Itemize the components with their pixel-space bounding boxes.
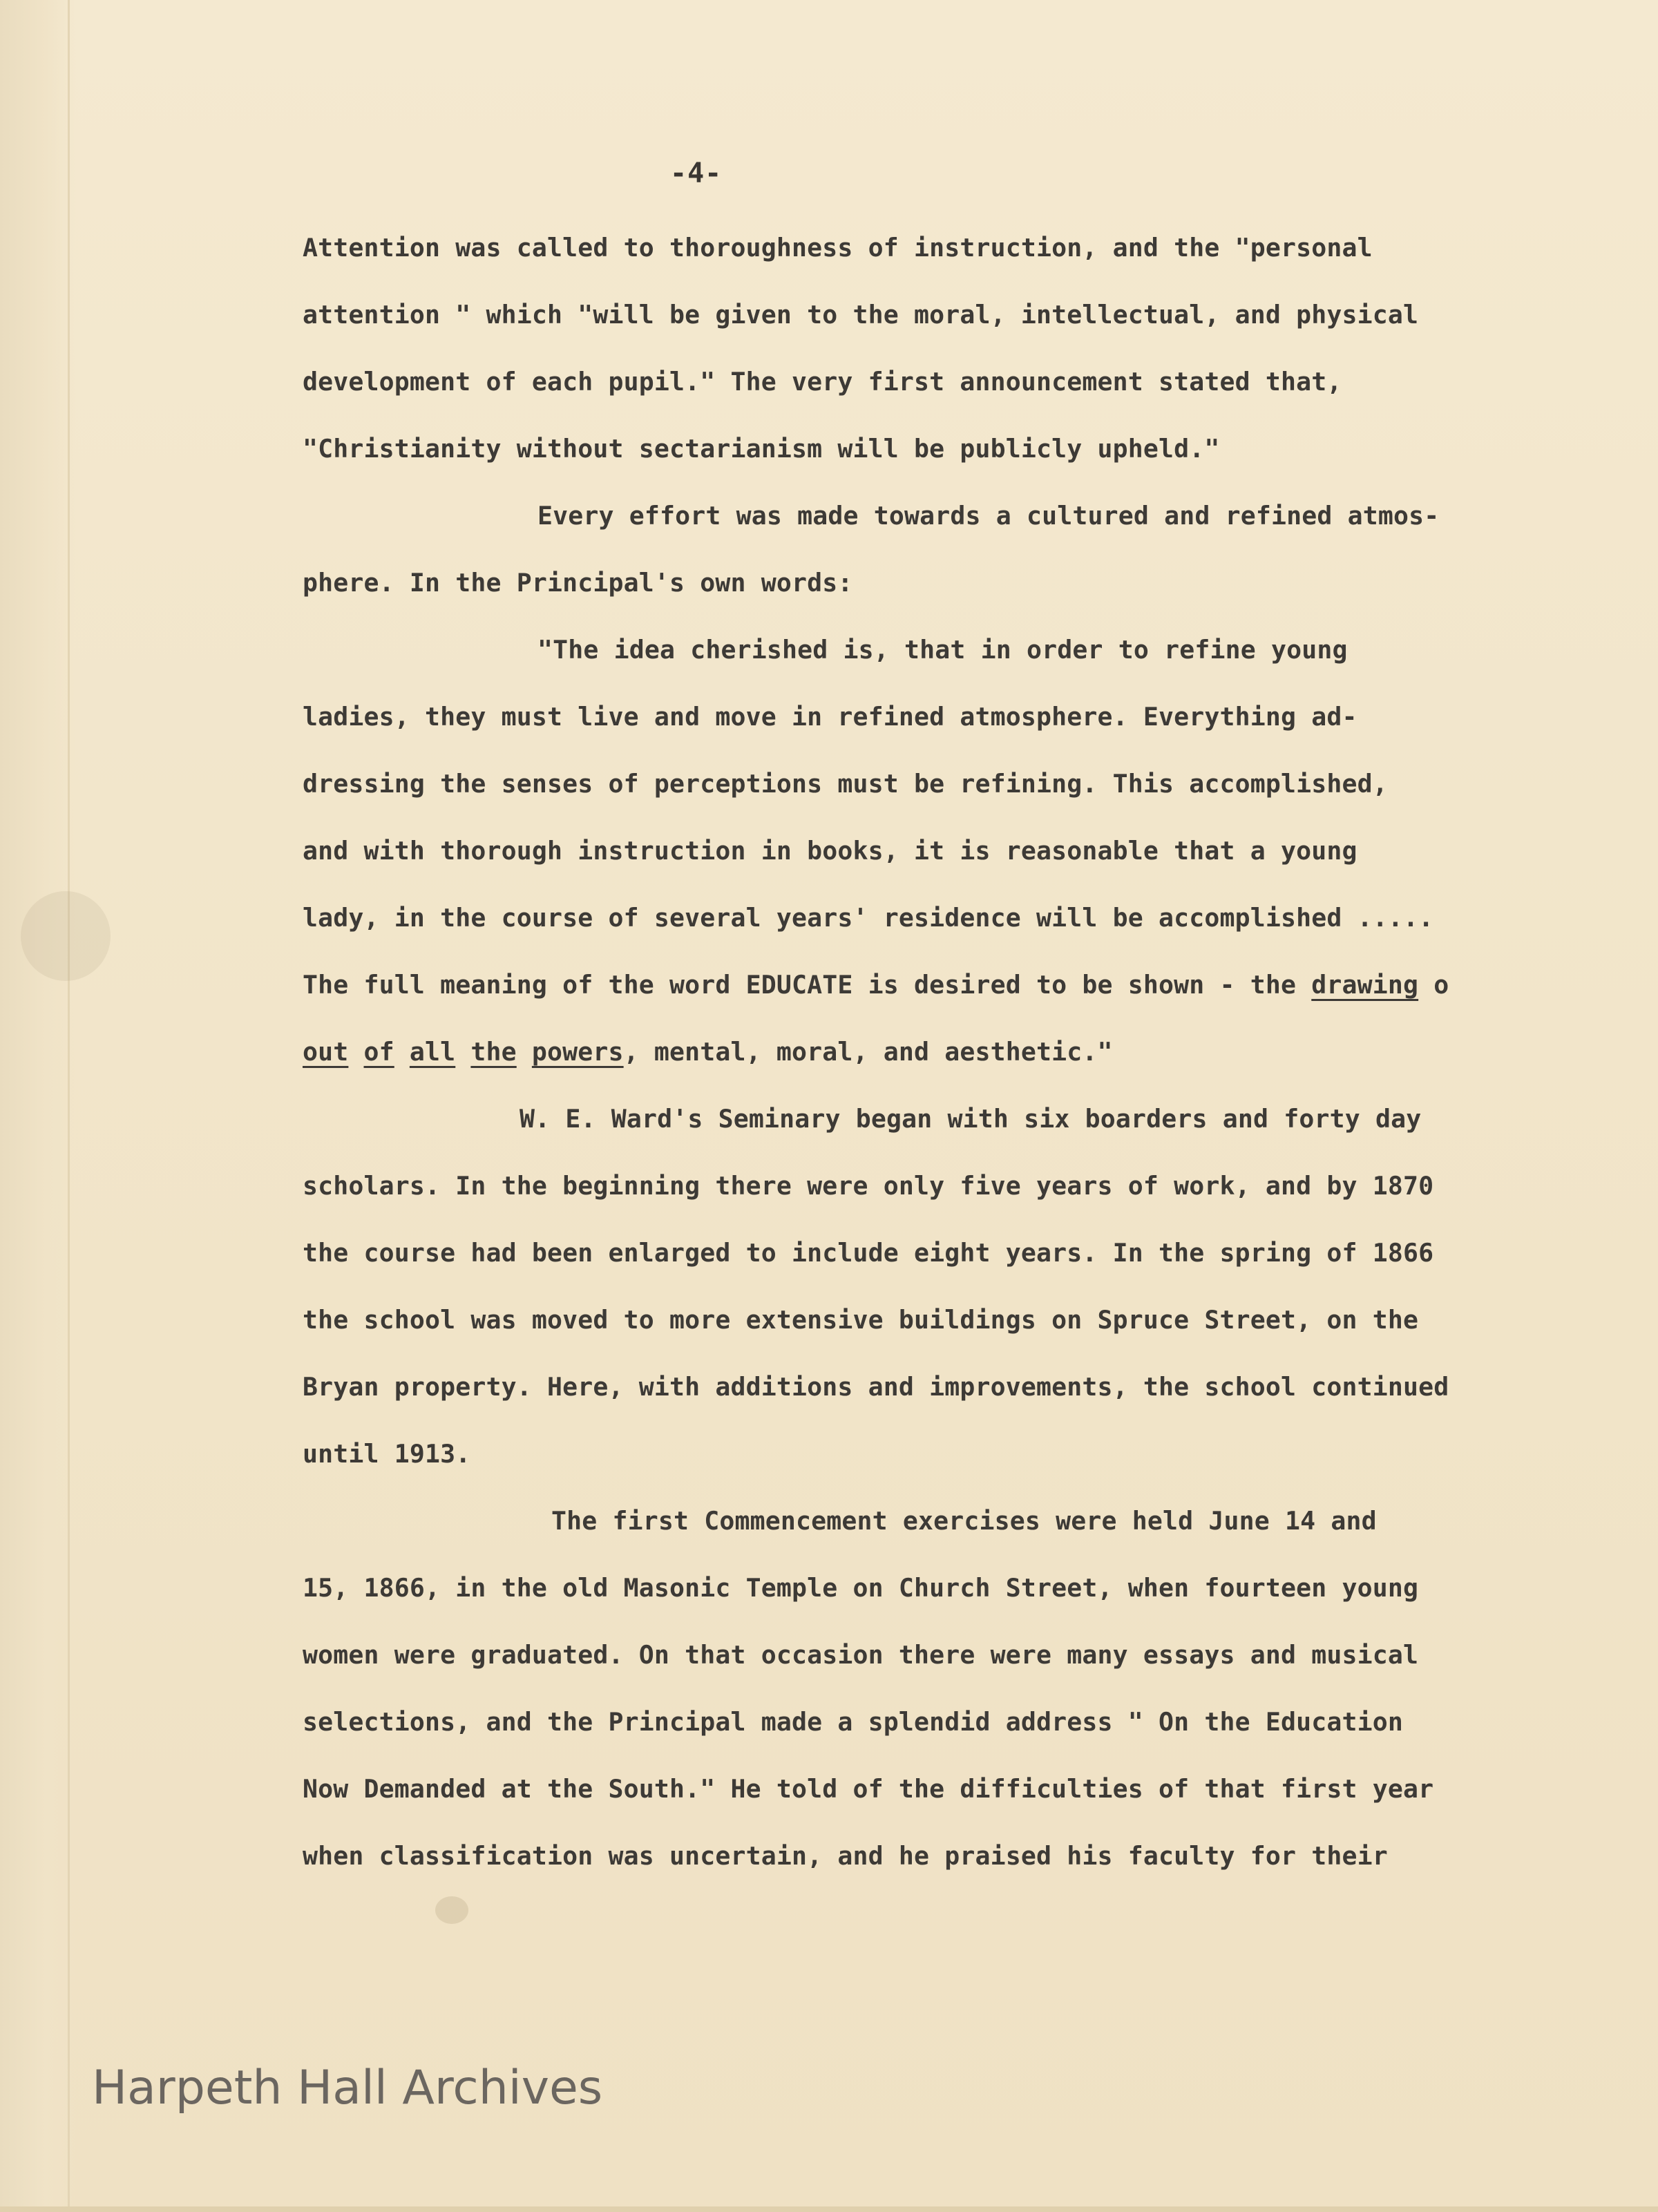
text-line: when classification was uncertain, and he praised his faculty for their — [303, 1841, 1388, 1871]
underlined-word: all — [409, 1037, 456, 1067]
text-line: the course had been enlarged to include eight years. In the spring of 1866 — [303, 1238, 1434, 1268]
text-line: development of each pupil." The very first announcement stated that, — [303, 367, 1342, 397]
page-bottom-edge — [0, 2206, 1658, 2212]
quote-line — [303, 1037, 1113, 1067]
page-number: -4- — [670, 158, 723, 189]
text-line: Bryan property. Here, with additions and improvements, the school continued — [303, 1372, 1449, 1402]
quote-line: and with thorough instruction in books, it is reasonable that a young — [303, 836, 1357, 866]
text-line: phere. In the Principal's own words: — [303, 568, 853, 598]
underlined-word: out — [303, 1037, 349, 1067]
underlined-word: the — [470, 1037, 517, 1067]
text-segment: , mental, moral, and aesthetic." — [623, 1037, 1113, 1067]
text-line: attention " which "will be given to the moral, intellectual, and physical — [303, 300, 1419, 330]
page-fold-line — [68, 0, 70, 2212]
text-line: Attention was called to thoroughness of instruction, and the "personal — [303, 233, 1373, 263]
page-edge-shadow — [0, 0, 76, 2212]
quote-line: ladies, they must live and move in refined atmosphere. Everything ad- — [303, 702, 1357, 732]
underlined-word: powers — [531, 1037, 624, 1067]
text-line: "Christianity without sectarianism will be publicly upheld." — [303, 434, 1220, 464]
underlined-word: drawing — [1311, 970, 1419, 1000]
text-line: Every effort was made towards a cultured and refined atmos- — [537, 501, 1440, 531]
text-line: 15, 1866, in the old Masonic Temple on Church Street, when fourteen young — [303, 1573, 1419, 1603]
quote-line: lady, in the course of several years' residence will be accomplished ..... — [303, 903, 1434, 933]
text-line: scholars. In the beginning there were only five years of work, and by 1870 — [303, 1171, 1434, 1201]
text-segment: o — [1418, 970, 1449, 1000]
quote-line — [303, 970, 1449, 1000]
text-segment: The full meaning of the word EDUCATE is desired to be shown - the — [303, 970, 1312, 1000]
paper-stain — [21, 891, 111, 981]
text-line: selections, and the Principal made a splendid address " On the Education — [303, 1707, 1403, 1737]
archive-watermark: Harpeth Hall Archives — [92, 2061, 603, 2115]
quote-line: "The idea cherished is, that in order to refine young — [537, 635, 1348, 665]
text-line: until 1913. — [303, 1439, 471, 1469]
text-line: women were graduated. On that occasion there were many essays and musical — [303, 1640, 1419, 1670]
paper-stain — [435, 1896, 468, 1924]
quote-line: dressing the senses of perceptions must be refining. This accomplished, — [303, 769, 1388, 799]
text-line: the school was moved to more extensive buildings on Spruce Street, on the — [303, 1305, 1419, 1335]
underlined-word: of — [363, 1037, 394, 1067]
text-line: The first Commencement exercises were held June 14 and — [551, 1506, 1377, 1536]
text-line: W. E. Ward's Seminary began with six boarders and forty day — [520, 1104, 1422, 1134]
text-line: Now Demanded at the South." He told of the difficulties of that first year — [303, 1774, 1434, 1804]
